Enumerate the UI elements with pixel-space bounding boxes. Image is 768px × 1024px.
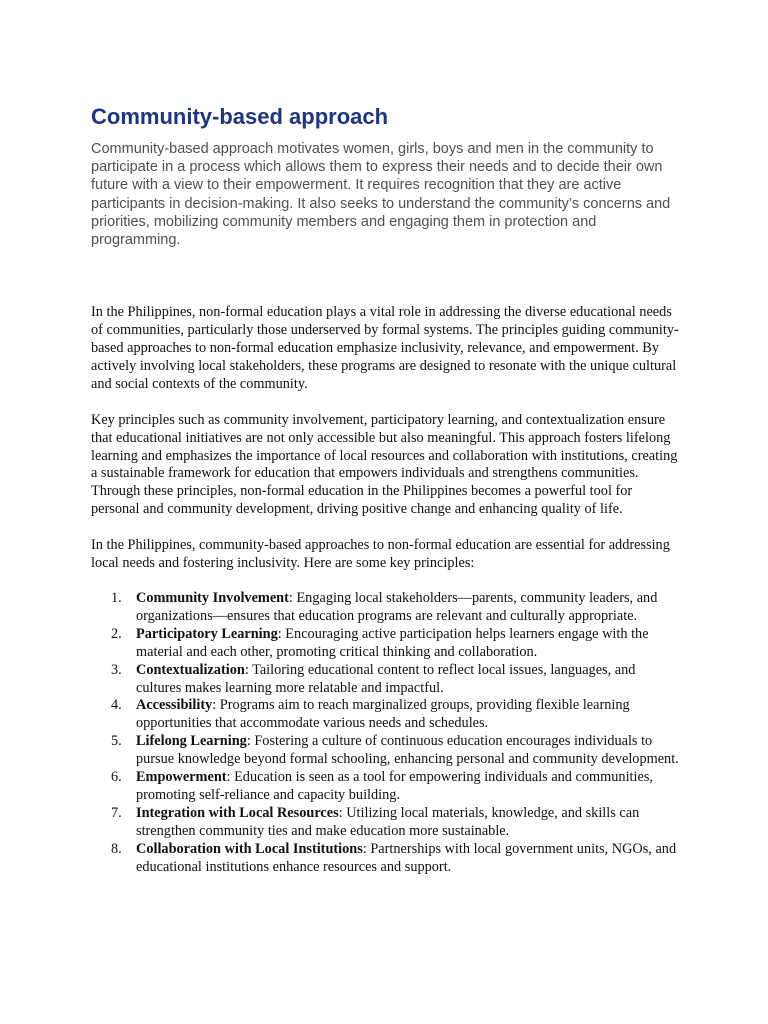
list-item-number: 6. [111,769,122,786]
list-item-description: : Education is seen as a tool for empowering individuals and communities, promoting self-reliance and capacity building. [136,769,653,803]
document-content [91,104,679,877]
list-item-description: : Fostering a culture of continuous education encourages individuals to pursue knowledge beyond formal schooling, enhancing personal and community development. [136,733,679,768]
list-item-description: : Encouraging active participation helps learners engage with the material and each other, promoting critical thinking and collaboration. [136,625,649,660]
body-paragraph-3: In the Philippines, community-based approaches to non-formal education are essential for addressing local needs and fostering inclusivity. Here are some key principles: [91,537,670,572]
list-item-number: 1. [111,590,122,606]
page-title: Community-based approach [91,104,389,129]
list-item-term: Empowerment [136,769,227,786]
list-item-term: Participatory Learning [136,625,278,642]
body-paragraph-2: Key principles such as community involvement, participatory learning, and contextualization ensure that educational initiatives are not only accessible but also meaningful. This approach fosters lifelong learning and emphasizes the importance of local resources and collaboration with institutions, creating a sustainable framework for education that empowers individuals and strengthens communities. Through these principles, non-formal education in the Philippines becomes a powerful tool for personal and community development, driving positive change and enhancing quality of life. [91,411,678,518]
list-item-number: 4. [111,697,122,714]
list-item-number: 2. [111,625,122,642]
list-item-term: Accessibility [136,697,213,714]
list-item [91,662,679,698]
lead-paragraph: Community-based approach motivates women, girls, boys and men in the community to participate in a process which allows them to express their needs and to decide their own future with a view to their empowerment. It requires recognition that they are active participants in decision-making. It also seeks to understand the community’s concerns and priorities, mobilizing community members and engaging them in protection and programming. [91,141,671,249]
list-item [91,590,679,626]
list-item [91,626,679,662]
list-item-description: : Partnerships with local government units, NGOs, and educational institutions enhance resources and support. [136,840,677,875]
list-item [91,769,679,805]
list-item-term: Contextualization [136,661,245,678]
list-item-term: Lifelong Learning [136,733,247,750]
list-item [91,733,679,769]
list-item [91,841,679,877]
list-item-description: : Utilizing local materials, knowledge, and skills can strengthen community ties and make education more sustainable. [136,804,640,839]
list-item-term: Collaboration with Local Institutions [136,840,363,857]
list-item [91,805,679,841]
principles-list [91,590,679,877]
list-item-description: : Tailoring educational content to reflect local issues, languages, and cultures makes learning more relatable and impactful. [136,661,636,696]
list-item-number: 3. [111,661,122,678]
body-paragraph-1: In the Philippines, non-formal education plays a vital role in addressing the diverse educational needs of communities, particularly those underserved by formal systems. The principles guiding community-based approaches to non-formal education emphasize inclusivity, relevance, and empowerment. By actively involving local stakeholders, these programs are designed to resonate with the unique cultural and social contexts of the community. [91,304,679,392]
list-item-description: : Engaging local stakeholders—parents, community leaders, and organizations—ensures that education programs are relevant and culturally appropriate. [136,590,658,624]
list-item-number: 7. [111,804,122,821]
list-item-term: Community Involvement [136,590,289,606]
list-item-number: 8. [111,840,122,857]
list-item-description: : Programs aim to reach marginalized groups, providing flexible learning opportunities that accommodate various needs and schedules. [136,697,630,732]
list-item [91,697,679,733]
list-item-term: Integration with Local Resources [136,804,339,821]
list-item-number: 5. [111,733,122,750]
